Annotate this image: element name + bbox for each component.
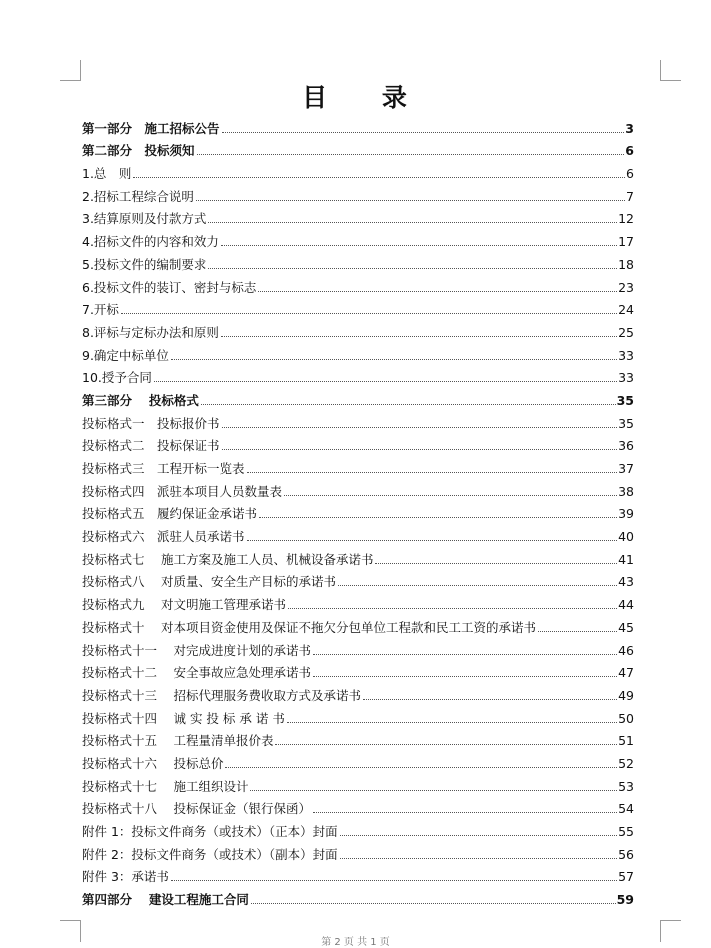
toc-entry-page: 38 — [618, 483, 634, 499]
toc-entry[interactable] — [82, 341, 634, 364]
toc-leader-dots — [208, 221, 617, 223]
toc-entry-label: 附件 2：投标文件商务（或技术）（副本）封面 — [82, 846, 338, 862]
toc-entry[interactable] — [82, 500, 634, 523]
toc-entry[interactable] — [82, 454, 634, 477]
toc-entry-page: 54 — [618, 801, 634, 817]
toc-leader-dots — [250, 789, 617, 791]
toc-entry-label: 8.评标与定标办法和原则 — [82, 324, 219, 340]
toc-entry-page: 6 — [626, 166, 634, 182]
toc-leader-dots — [133, 176, 625, 178]
toc-entry[interactable] — [82, 227, 634, 250]
toc-entry-page: 3 — [625, 120, 634, 136]
toc-entry-label: 投标格式十四 诚 实 投 标 承 诺 书 — [82, 710, 285, 726]
toc-entry-page: 43 — [618, 574, 634, 590]
toc-entry-page: 50 — [618, 710, 634, 726]
toc-entry-page: 55 — [618, 824, 634, 839]
toc-entry[interactable] — [82, 205, 634, 228]
toc-entry-label: 投标格式十二 安全事故应急处理承诺书 — [82, 665, 311, 681]
toc-leader-dots — [275, 743, 617, 745]
toc-leader-dots — [340, 834, 617, 836]
toc-entry-page: 36 — [618, 438, 634, 454]
toc-entry-label: 第一部分 施工招标公告 — [82, 120, 220, 136]
toc-entry-page: 40 — [618, 529, 634, 545]
toc-entry-page: 35 — [616, 392, 634, 408]
toc-entry[interactable] — [82, 568, 634, 591]
toc-entry-label: 投标格式四 派驻本项目人员数量表 — [82, 483, 283, 499]
toc-leader-dots — [338, 584, 617, 586]
toc-leader-dots — [375, 562, 617, 564]
toc-entry[interactable] — [82, 840, 634, 863]
toc-entry[interactable] — [82, 590, 634, 613]
toc-entry[interactable] — [82, 817, 634, 840]
toc-entry-page: 33 — [618, 347, 634, 363]
toc-entry-label: 投标格式一 投标报价书 — [82, 415, 220, 431]
toc-entry-label: 投标格式六 派驻人员承诺书 — [82, 529, 245, 545]
toc-entry-page: 52 — [618, 755, 634, 771]
toc-leader-dots — [288, 607, 617, 609]
toc-leader-dots — [258, 290, 617, 292]
toc-entry[interactable] — [82, 885, 634, 908]
toc-entry-label: 第二部分 投标须知 — [82, 143, 195, 159]
toc-entry-page: 53 — [618, 778, 634, 794]
toc-entry-label: 投标格式十五 工程量清单报价表 — [82, 733, 274, 749]
toc-entry-page: 39 — [618, 506, 634, 522]
toc-entry[interactable] — [82, 250, 634, 273]
toc-entry[interactable] — [82, 659, 634, 682]
toc-leader-dots — [154, 380, 617, 382]
toc-entry-label: 投标格式八 对质量、安全生产目标的承诺书 — [82, 574, 336, 590]
toc-leader-dots — [247, 471, 618, 473]
toc-entry-page: 23 — [618, 279, 634, 295]
toc-leader-dots — [221, 244, 617, 246]
toc-entry-label: 投标格式十六 投标总价 — [82, 755, 224, 771]
toc-leader-dots — [259, 516, 617, 518]
toc-entry-label: 7.开标 — [82, 302, 119, 318]
toc-leader-dots — [313, 653, 617, 655]
toc-entry-label: 第四部分 建设工程施工合同 — [82, 892, 249, 908]
toc-entry-label: 投标格式十七 施工组织设计 — [82, 778, 249, 794]
toc-entry-page: 7 — [626, 188, 634, 204]
toc-entry[interactable] — [82, 863, 634, 886]
toc-leader-dots — [222, 426, 618, 428]
toc-entry-label: 投标格式九 对文明施工管理承诺书 — [82, 597, 286, 613]
toc-entry[interactable] — [82, 795, 634, 818]
toc-entry[interactable] — [82, 364, 634, 387]
toc-entry-page: 47 — [618, 665, 634, 681]
table-of-contents — [82, 114, 634, 908]
toc-entry[interactable] — [82, 318, 634, 341]
toc-leader-dots — [538, 630, 617, 632]
toc-entry-label: 附件 1：投标文件商务（或技术）（正本）封面 — [82, 824, 338, 839]
toc-entry-page: 45 — [618, 619, 634, 635]
toc-leader-dots — [363, 698, 617, 700]
toc-entry-page: 57 — [618, 869, 634, 885]
toc-entry-page: 44 — [618, 597, 634, 613]
toc-entry-label: 投标格式二 投标保证书 — [82, 438, 220, 454]
toc-leader-dots — [313, 675, 617, 677]
toc-entry-label: 10.授予合同 — [82, 370, 152, 386]
toc-entry[interactable] — [82, 636, 634, 659]
toc-leader-dots — [251, 902, 616, 904]
toc-entry-label: 第三部分 投标格式 — [82, 392, 199, 408]
toc-leader-dots — [197, 153, 625, 155]
toc-leader-dots — [313, 811, 617, 813]
toc-entry[interactable] — [82, 704, 634, 727]
toc-leader-dots — [284, 494, 617, 496]
toc-entry-label: 2.招标工程综合说明 — [82, 188, 194, 204]
toc-entry-page: 35 — [618, 415, 634, 431]
page-title: 目 录 — [302, 83, 409, 112]
toc-entry[interactable] — [82, 182, 634, 205]
toc-entry-page: 46 — [618, 642, 634, 658]
toc-entry-label: 4.招标文件的内容和效力 — [82, 234, 219, 250]
toc-leader-dots — [171, 358, 617, 360]
toc-entry-label: 附件 3：承诺书 — [82, 869, 169, 885]
toc-entry[interactable] — [82, 522, 634, 545]
toc-entry-label: 9.确定中标单位 — [82, 347, 169, 363]
toc-leader-dots — [287, 721, 617, 723]
toc-entry-page: 12 — [618, 211, 634, 227]
toc-leader-dots — [171, 879, 617, 881]
toc-entry-label: 投标格式五 履约保证金承诺书 — [82, 506, 258, 522]
toc-leader-dots — [201, 403, 616, 405]
toc-entry[interactable] — [82, 409, 634, 432]
toc-entry-label: 6.投标文件的装订、密封与标志 — [82, 279, 257, 295]
toc-entry-page: 49 — [618, 687, 634, 703]
toc-leader-dots — [196, 199, 625, 201]
toc-entry-label: 投标格式十八 投标保证金（银行保函） — [82, 801, 311, 817]
toc-leader-dots — [225, 766, 617, 768]
toc-entry[interactable] — [82, 749, 634, 772]
toc-entry-label: 投标格式十一 对完成进度计划的承诺书 — [82, 642, 311, 658]
toc-entry-page: 41 — [618, 551, 634, 567]
toc-entry-page: 6 — [625, 143, 634, 159]
toc-entry-label: 1.总 则 — [82, 166, 132, 182]
toc-entry-label: 投标格式七 施工方案及施工人员、机械设备承诺书 — [82, 551, 374, 567]
toc-entry-label: 投标格式十 对本项目资金使用及保证不拖欠分包单位工程款和民工工资的承诺书 — [82, 619, 536, 635]
toc-leader-dots — [221, 335, 617, 337]
toc-entry[interactable] — [82, 296, 634, 319]
toc-leader-dots — [222, 448, 618, 450]
toc-entry-label: 5.投标文件的编制要求 — [82, 256, 207, 272]
toc-entry[interactable] — [82, 273, 634, 296]
toc-entry-page: 24 — [618, 302, 634, 318]
toc-entry-page: 56 — [618, 846, 634, 862]
toc-entry[interactable] — [82, 681, 634, 704]
toc-entry[interactable] — [82, 114, 634, 137]
toc-entry-page: 33 — [618, 370, 634, 386]
toc-entry[interactable] — [82, 159, 634, 182]
toc-entry-label: 3.结算原则及付款方式 — [82, 211, 207, 227]
toc-leader-dots — [208, 267, 617, 269]
toc-leader-dots — [222, 131, 625, 133]
toc-entry[interactable] — [82, 137, 634, 160]
toc-entry-label: 投标格式十三 招标代理服务费收取方式及承诺书 — [82, 687, 361, 703]
toc-entry[interactable] — [82, 727, 634, 750]
toc-leader-dots — [247, 539, 618, 541]
page-footer: 第 2 页 共 1 页 — [321, 937, 390, 948]
toc-entry-page: 17 — [618, 234, 634, 250]
toc-entry-page: 51 — [618, 733, 634, 749]
toc-entry[interactable] — [82, 432, 634, 455]
toc-entry[interactable] — [82, 477, 634, 500]
toc-entry-page: 18 — [618, 256, 634, 272]
toc-entry-page: 59 — [616, 892, 634, 908]
toc-leader-dots — [121, 312, 617, 314]
toc-entry-page: 25 — [618, 324, 634, 340]
toc-entry[interactable] — [82, 772, 634, 795]
toc-leader-dots — [340, 857, 617, 859]
toc-entry-page: 37 — [618, 461, 634, 476]
toc-entry-label: 投标格式三 工程开标一览表 — [82, 461, 245, 476]
toc-entry[interactable] — [82, 386, 634, 409]
toc-entry[interactable] — [82, 613, 634, 636]
toc-entry[interactable] — [82, 545, 634, 568]
